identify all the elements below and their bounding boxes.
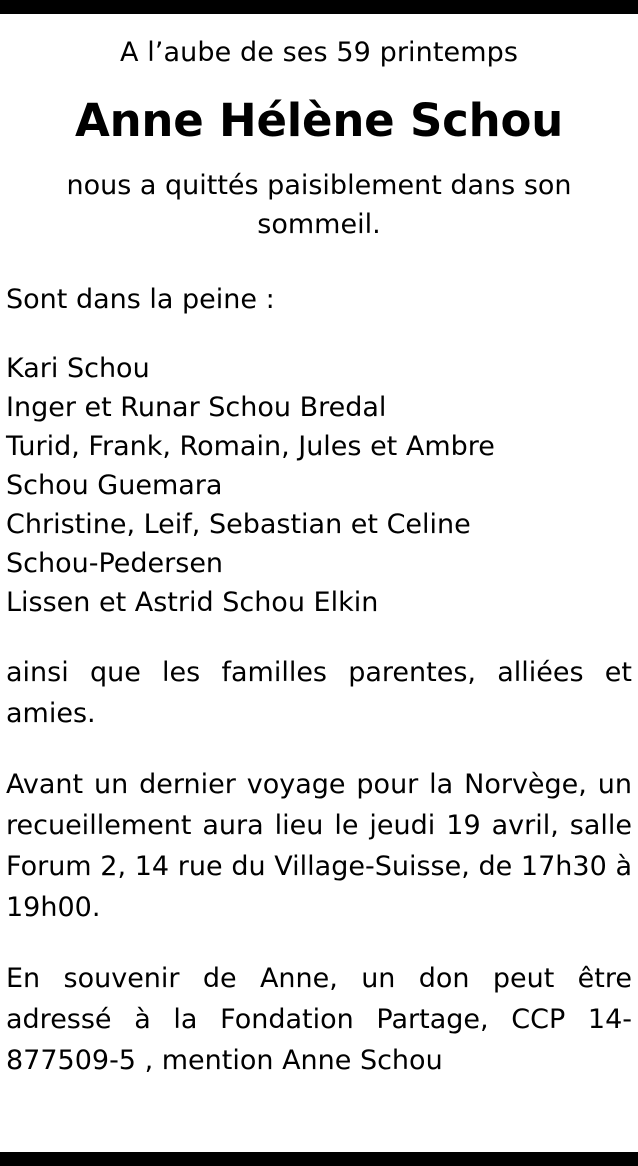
deceased-name: Anne Hélène Schou — [74, 94, 564, 147]
notice-body — [6, 14, 632, 1081]
list-item: Schou-Pedersen — [6, 548, 224, 579]
mourners-heading: Sont dans la peine : — [6, 284, 275, 315]
list-item: Christine, Leif, Sebastian et Celine — [6, 509, 471, 540]
list-item: Inger et Runar Schou Bredal — [6, 392, 387, 423]
donation-details: En souvenir de Anne, un don peut être adressé à la Fondation Partage, CCP 14-877509-5 , mention Anne Schou — [6, 963, 632, 1076]
ceremony-details: Avant un dernier voyage pour la Norvège, un recueillement aura lieu le jeudi 19 avril, salle Forum 2, 14 rue du Village-Suisse, de 17h30 à 19h00. — [6, 769, 632, 923]
spacer — [6, 244, 632, 280]
mourners-list — [6, 349, 632, 622]
list-item: Lissen et Astrid Schou Elkin — [6, 587, 379, 618]
spacer — [6, 734, 632, 764]
spacer — [6, 928, 632, 958]
passing-statement: nous a quittés paisiblement dans son sommeil. — [66, 170, 572, 240]
families-line: ainsi que les familles parentes, alliées et amies. — [6, 657, 632, 729]
spacer — [6, 622, 632, 652]
list-item: Kari Schou — [6, 353, 150, 384]
spacer — [6, 319, 632, 349]
list-item: Schou Guemara — [6, 470, 223, 501]
intro-line: A l’aube de ses 59 printemps — [119, 37, 519, 68]
list-item: Turid, Frank, Romain, Jules et Ambre — [6, 431, 495, 462]
